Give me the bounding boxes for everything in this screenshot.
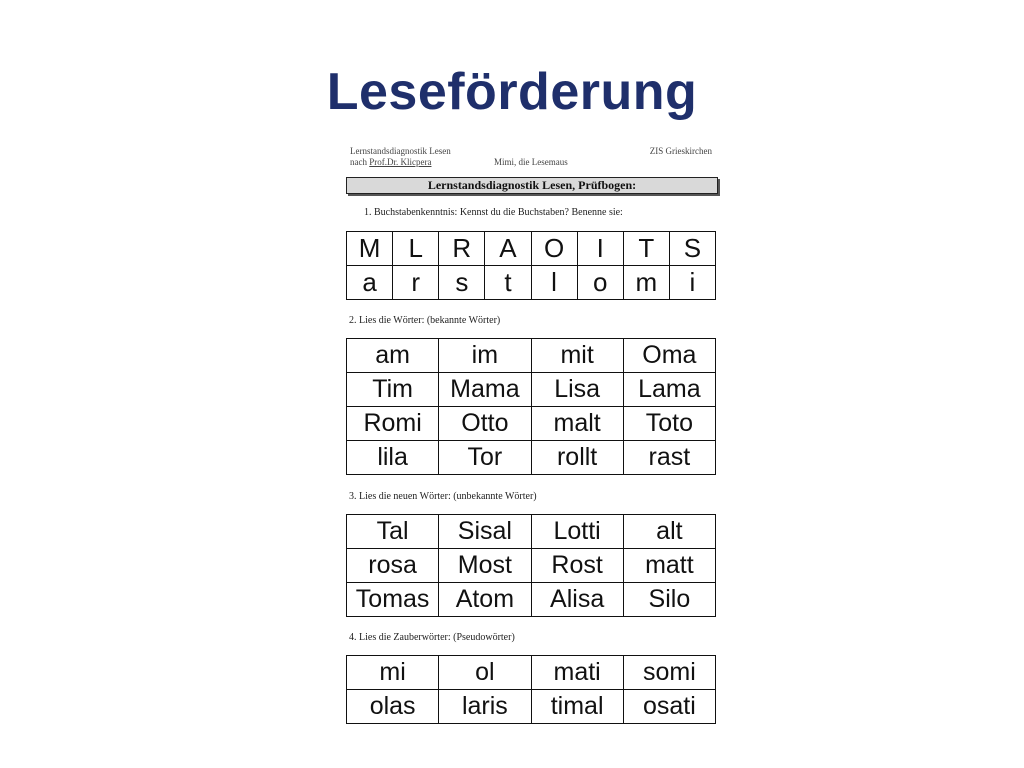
table-cell: l: [531, 266, 577, 300]
slide-title: Leseförderung: [326, 63, 698, 121]
worksheet-title: Lernstandsdiagnostik Lesen, Prüfbogen:: [346, 177, 718, 194]
table-cell: malt: [531, 407, 623, 441]
header-left-line1: Lernstandsdiagnostik Lesen: [350, 146, 451, 156]
table-cell: Rost: [531, 549, 623, 583]
table-cell: Tor: [439, 441, 531, 475]
table-cell: L: [393, 232, 439, 266]
table-cell: T: [623, 232, 669, 266]
table-row: [347, 583, 716, 617]
section-1-label: 1. Buchstabenkenntnis: Kennst du die Buchstaben? Benenne sie:: [364, 207, 623, 218]
table-cell: o: [577, 266, 623, 300]
table-cell: S: [669, 232, 715, 266]
table-cell: r: [393, 266, 439, 300]
header-center: Mimi, die Lesemaus: [494, 157, 568, 167]
table-cell: O: [531, 232, 577, 266]
worksheet-image: [344, 146, 720, 728]
table-cell: somi: [623, 656, 715, 690]
header-left: [350, 146, 451, 168]
table-row: [347, 549, 716, 583]
table-cell: im: [439, 339, 531, 373]
known-words-table: [346, 338, 716, 475]
header-right: ZIS Grieskirchen: [649, 146, 712, 156]
table-cell: s: [439, 266, 485, 300]
table-cell: Tim: [347, 373, 439, 407]
letters-table: [346, 231, 716, 300]
table-cell: lila: [347, 441, 439, 475]
section-3-label: 3. Lies die neuen Wörter: (unbekannte Wörter): [349, 491, 537, 502]
table-cell: am: [347, 339, 439, 373]
table-row: [347, 266, 716, 300]
table-cell: rast: [623, 441, 715, 475]
table-cell: M: [347, 232, 393, 266]
table-cell: R: [439, 232, 485, 266]
table-row: [347, 441, 716, 475]
table-cell: rosa: [347, 549, 439, 583]
table-row: [347, 515, 716, 549]
table-cell: Lisa: [531, 373, 623, 407]
pseudo-words-table: [346, 655, 716, 724]
table-cell: a: [347, 266, 393, 300]
table-row: [347, 407, 716, 441]
header-left-prefix: nach: [350, 157, 370, 167]
table-cell: olas: [347, 690, 439, 724]
header-left-line2: [350, 157, 451, 168]
table-cell: osati: [623, 690, 715, 724]
table-cell: timal: [531, 690, 623, 724]
table-cell: alt: [623, 515, 715, 549]
table-cell: Otto: [439, 407, 531, 441]
section-4-label: 4. Lies die Zauberwörter: (Pseudowörter): [349, 632, 515, 643]
table-cell: A: [485, 232, 531, 266]
table-cell: Alisa: [531, 583, 623, 617]
table-cell: t: [485, 266, 531, 300]
table-cell: Lama: [623, 373, 715, 407]
table-cell: Silo: [623, 583, 715, 617]
table-cell: Mama: [439, 373, 531, 407]
table-cell: mati: [531, 656, 623, 690]
table-cell: m: [623, 266, 669, 300]
table-cell: I: [577, 232, 623, 266]
header-author: Prof.Dr. Klicpera: [369, 157, 432, 167]
table-cell: i: [669, 266, 715, 300]
table-row: [347, 339, 716, 373]
table-cell: mi: [347, 656, 439, 690]
table-cell: Lotti: [531, 515, 623, 549]
table-cell: mit: [531, 339, 623, 373]
table-row: [347, 373, 716, 407]
new-words-table: [346, 514, 716, 617]
section-2-label: 2. Lies die Wörter: (bekannte Wörter): [349, 315, 501, 326]
table-cell: Toto: [623, 407, 715, 441]
table-row: [347, 656, 716, 690]
table-cell: Most: [439, 549, 531, 583]
table-cell: laris: [439, 690, 531, 724]
table-cell: Sisal: [439, 515, 531, 549]
table-cell: Tomas: [347, 583, 439, 617]
table-row: [347, 232, 716, 266]
table-cell: matt: [623, 549, 715, 583]
table-row: [347, 690, 716, 724]
table-cell: rollt: [531, 441, 623, 475]
table-cell: ol: [439, 656, 531, 690]
table-cell: Romi: [347, 407, 439, 441]
table-cell: Tal: [347, 515, 439, 549]
table-cell: Oma: [623, 339, 715, 373]
table-cell: Atom: [439, 583, 531, 617]
